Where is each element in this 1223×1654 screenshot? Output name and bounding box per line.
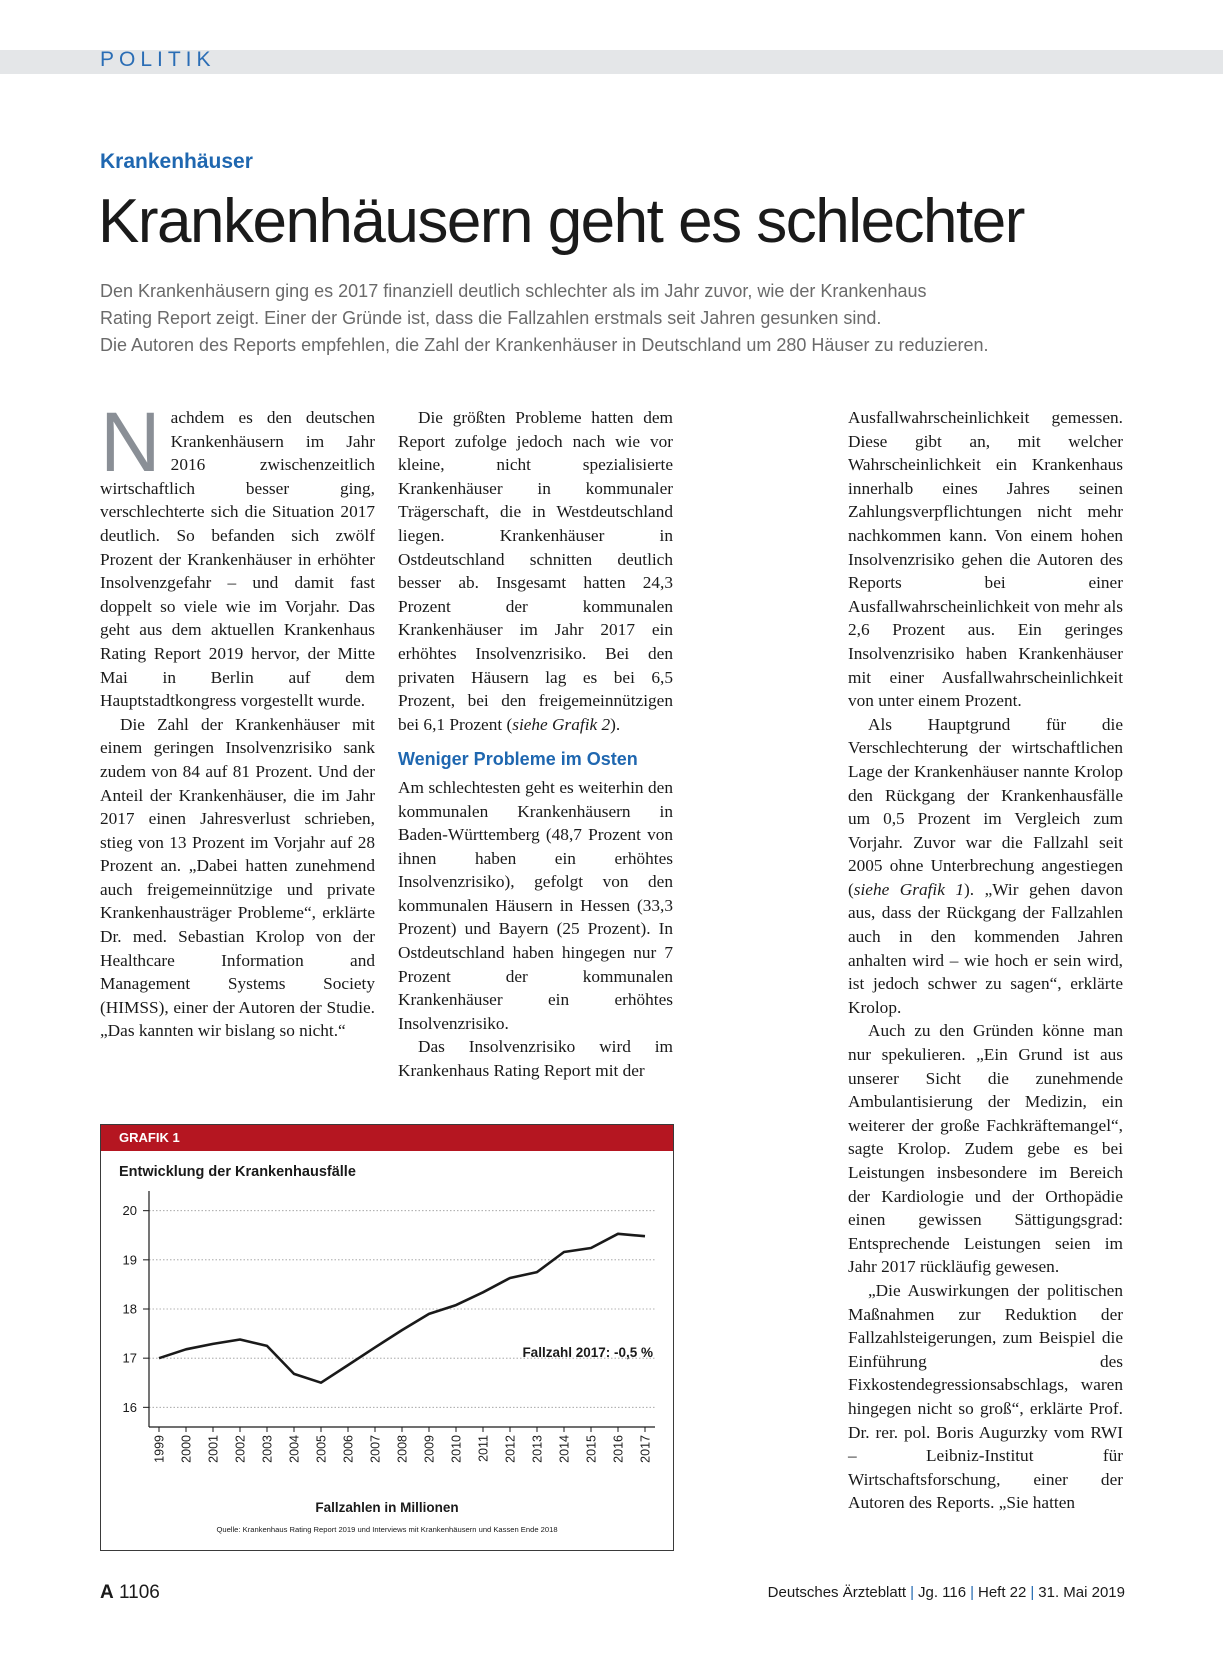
section-label: POLITIK	[100, 48, 216, 71]
issue-date: 31. Mai 2019	[1038, 1584, 1125, 1601]
journal-name: Deutsches Ärzteblatt	[767, 1584, 907, 1601]
x-tick-label: 2006	[341, 1435, 356, 1463]
x-ticks	[153, 1427, 653, 1463]
figure-box	[100, 1124, 674, 1551]
chart-annotation: Fallzahl 2017: -0,5 %	[522, 1345, 653, 1360]
x-tick-label: 2008	[395, 1435, 410, 1463]
figure-reference: siehe Grafik 2	[512, 714, 611, 734]
figure-header	[101, 1125, 673, 1151]
subheading: Weniger Probleme im Osten	[398, 749, 638, 770]
y-tick-label: 16	[122, 1399, 137, 1415]
paragraph: Ausfallwahrscheinlichkeit gemessen. Diese gibt an, mit welcher Wahrscheinlichkeit ein Krankenhaus innerhalb eines Jahres seinen Zahlungsverpflichtungen nicht mehr nachkommen kann. Von einem hohen Insolvenzrisiko gehen die Autoren des Reports bei einer Ausfallwahrscheinlichkeit von mehr als 2,6 Prozent aus. Ein geringes Insolvenzrisiko haben Krankenhäuser mit einer Ausfallwahrscheinlichkeit von unter einem Prozent.	[848, 408, 1123, 711]
publication-info	[768, 1584, 1125, 1601]
y-tick-label: 19	[122, 1252, 137, 1268]
lead-line: Den Krankenhäusern ging es 2017 finanziell deutlich schlechter als im Jahr zuvor, wie der Krankenhaus	[100, 281, 927, 301]
paragraph: „Die Auswirkungen der politischen Maßnahmen zur Reduktion der Fallzahlsteigerungen, zum Beispiel die Einführung des Fixkostendegressionsabschlags, waren hingegen nicht so groß“, erklärte Prof. Dr. rer. pol. Boris Augurzky vom RWI – Leibniz-Institut für Wirtschaftsforschung, einer der Autoren des Reports. „Sie hatten	[848, 1280, 1123, 1513]
x-tick-label: 2015	[584, 1435, 599, 1463]
page-number-value: 1106	[119, 1582, 160, 1603]
line-chart	[101, 1151, 673, 1549]
x-tick-label: 2004	[287, 1435, 302, 1463]
lead-line: Rating Report zeigt. Einer der Gründe ist, dass die Fallzahlen erstmals seit Jahren gesunken sind.	[100, 308, 882, 328]
paragraph: Auch zu den Gründen könne man nur spekulieren. „Ein Grund ist aus unserer Sicht die zunehmende Ambulantisierung der Medizin, ein weiterer der große Fachkräftemangel“, sagte Krolop. Zudem gebe es bei Leistungen insbesondere im Bereich der Kardiologie und der Orthopädie einen gewissen Sättigungsgrad: Entsprechende Leistungen seien im Jahr 2017 rückläufig gewesen.	[848, 1021, 1123, 1277]
text-column-2	[398, 406, 673, 1083]
paragraph	[848, 713, 1123, 1020]
chart-title: Entwicklung der Krankenhausfälle	[119, 1164, 356, 1180]
paragraph: Die Zahl der Krankenhäuser mit einem geringen Insolvenzrisiko sank zudem von 84 auf 81 Prozent. Und der Anteil der Krankenhäuser, die im Jahr 2017 einen Jahresverlust schrieben, stieg von 13 Prozent im Vorjahr auf 28 Prozent an. „Dabei hatten zunehmend auch freigemeinnützige und private Krankenhausträger Probleme“, erklärte Dr. med. Sebastian Krolop von der Healthcare Information and Management Systems Society (HIMSS), einer der Autoren der Studie. „Das kannten wir bislang so nicht.“	[100, 714, 375, 1041]
paragraph	[398, 406, 673, 736]
paragraph: Das Insolvenzrisiko wird im Krankenhaus Rating Report mit der	[398, 1037, 673, 1081]
volume: Jg. 116	[917, 1584, 967, 1601]
x-tick-label: 2001	[206, 1435, 221, 1463]
x-tick-label: 2014	[557, 1435, 572, 1463]
x-tick-label: 2007	[368, 1435, 383, 1463]
x-tick-label: 2009	[422, 1435, 437, 1463]
article-lead	[100, 278, 1100, 359]
x-tick-label: 2000	[179, 1435, 194, 1463]
paragraph-text: ).	[610, 714, 621, 734]
figure-label: GRAFIK 1	[119, 1130, 180, 1145]
paragraph: Am schlechtesten geht es weiterhin den kommunalen Krankenhäusern in Baden-Württemberg (48,7 Prozent von ihnen haben ein erhöhtes Insolvenzrisiko), gefolgt von den kommunalen Häusern in Hessen (33,3 Prozent) und Bayern (25 Prozent). In Ostdeutschland haben hingegen nur 7 Prozent der kommunalen Krankenhäuser ein erhöhtes Insolvenzrisiko.	[398, 777, 673, 1033]
page-number	[100, 1582, 160, 1604]
text-column-1	[100, 395, 375, 1043]
page-prefix: A	[100, 1582, 114, 1603]
series-line-fallzahlen	[159, 1234, 645, 1383]
drop-cap: N	[100, 395, 161, 489]
paragraph-text: Die größten Probleme hatten dem Report zufolge jedoch nach wie vor kleine, nicht spezialisierte Krankenhäuser in kommunaler Trägerschaft, die in Westdeutschland liegen. Krankenhäuser in Ostdeutschland schnitten deutlich besser ab. Insgesamt hatten 24,3 Prozent der kommunalen Krankenhäuser im Jahr 2017 ein erhöhtes Insolvenzrisiko. Bei den privaten Häusern lag es bei 6,5 Prozent, bei den freigemeinnützigen bei 6,1 Prozent (	[398, 408, 673, 734]
paragraph-text: achdem es den deutschen Krankenhäusern im Jahr 2016 zwischenzeitlich wirtschaftlich besser ging, verschlechterte sich die Situation 2017 deutlich. So befanden sich zwölf Prozent der Krankenhäuser in erhöhter Insolvenzgefahr – und damit fast doppelt so viele wie im Vorjahr. Das geht aus dem aktuellen Krankenhaus Rating Report 2019 hervor, der Mitte Mai in Berlin auf dem Hauptstadtkongress vorgestellt wurde.	[100, 408, 375, 711]
x-tick-label: 1999	[152, 1435, 167, 1463]
article-kicker: Krankenhäuser	[100, 150, 253, 173]
paragraph-text: Als Hauptgrund für die Verschlechterung der wirtschaftlichen Lage der Krankenhäuser nannte Krolop den Rückgang der Krankenhausfälle um 0,5 Prozent im Vergleich zum Vorjahr. Zuvor war die Fallzahl seit 2005 ohne Unterbrechung angestiegen (	[848, 714, 1123, 899]
x-tick-label: 2005	[314, 1435, 329, 1463]
y-tick-label: 17	[122, 1350, 137, 1366]
article-headline: Krankenhäusern geht es schlechter	[98, 187, 1024, 256]
lead-line: Die Autoren des Reports empfehlen, die Zahl der Krankenhäuser in Deutschland um 280 Häuser zu reduzieren.	[100, 335, 989, 355]
y-tick-label: 18	[122, 1301, 137, 1317]
issue: Heft 22	[977, 1584, 1027, 1601]
x-tick-label: 2013	[530, 1435, 545, 1463]
x-tick-label: 2012	[503, 1435, 518, 1463]
x-tick-label: 2003	[260, 1435, 275, 1463]
x-tick-label: 2011	[476, 1435, 491, 1462]
x-tick-label: 2016	[611, 1435, 626, 1463]
figure-reference: siehe Grafik 1	[853, 879, 965, 899]
y-ticks	[123, 1203, 149, 1415]
paragraph	[100, 395, 375, 713]
x-tick-label: 2010	[449, 1435, 464, 1463]
x-tick-label: 2002	[233, 1435, 248, 1463]
x-tick-label: 2017	[638, 1435, 653, 1463]
paragraph-text: ). „Wir gehen davon aus, dass der Rückgang der Fallzahlen auch in den kommenden Jahren anhalten wird – wie hoch er sein wird, ist jedoch schwer zu sagen“, erklärte Krolop.	[848, 879, 1123, 1017]
text-column-3	[848, 406, 1123, 1515]
x-axis-label: Fallzahlen in Millionen	[315, 1500, 459, 1515]
separator: |	[1030, 1584, 1035, 1601]
chart-source: Quelle: Krankenhaus Rating Report 2019 und Interviews mit Krankenhäusern und Kassen Ende 2018	[216, 1525, 558, 1534]
separator: |	[910, 1584, 914, 1601]
separator: |	[970, 1584, 974, 1601]
y-tick-label: 20	[122, 1203, 137, 1219]
chart-grid	[149, 1211, 655, 1408]
